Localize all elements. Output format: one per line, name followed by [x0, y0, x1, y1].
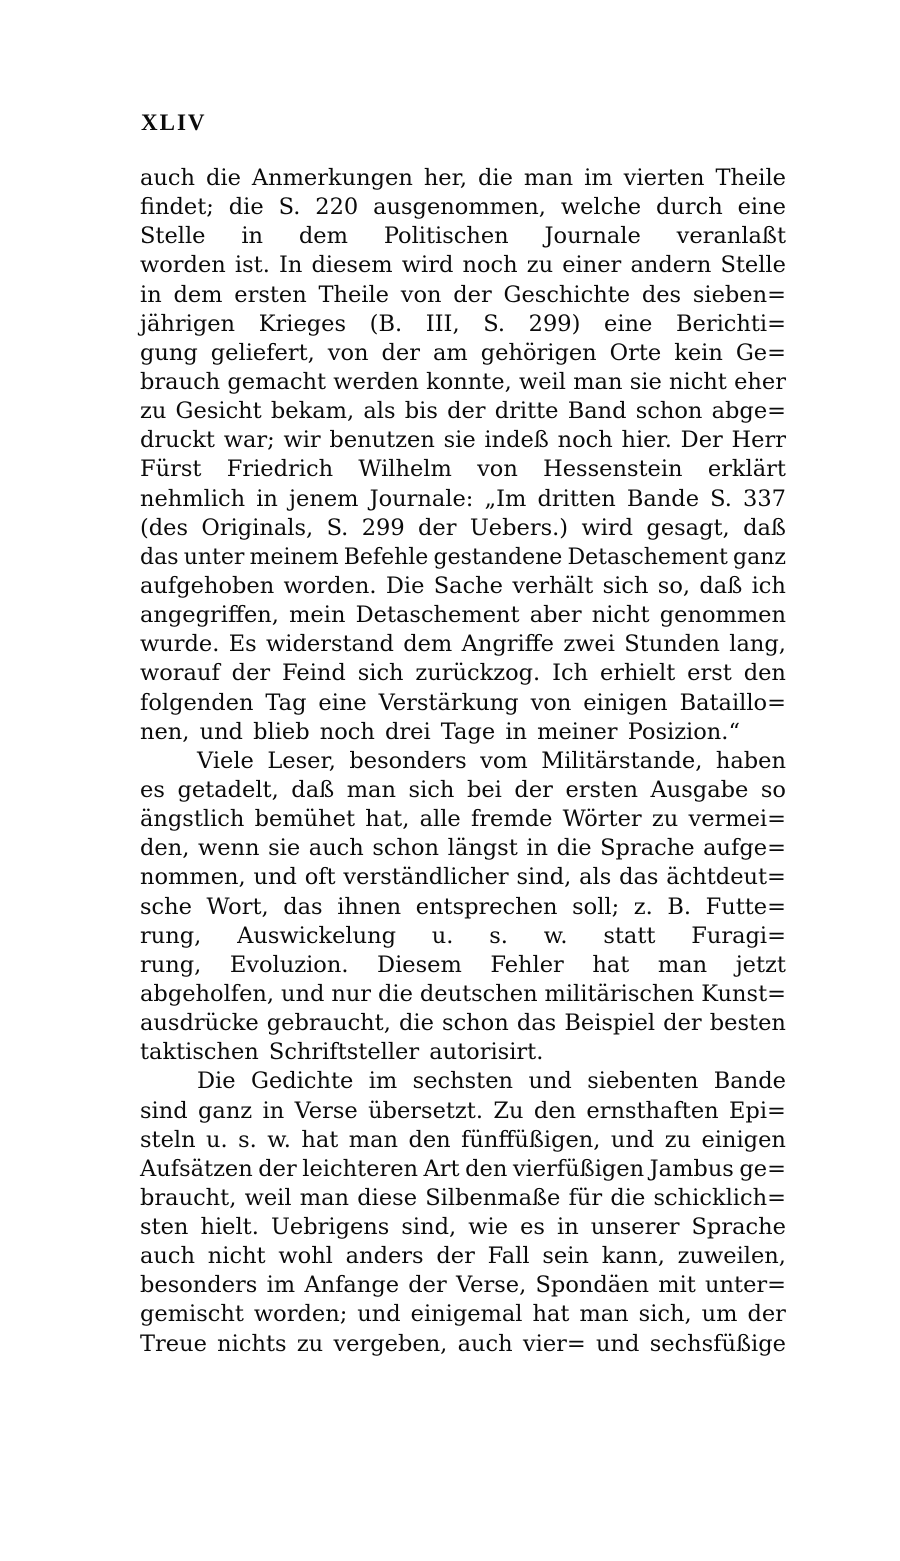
text-line: Fürst Friedrich Wilhelm von Hessenstein erklärt — [140, 456, 786, 483]
text-line: besonders im Anfange der Verse, Spondäen mit unter= — [140, 1272, 786, 1299]
text-line: sind ganz in Verse übersetzt. Zu den ernsthaften Epi= — [140, 1097, 786, 1124]
text-line: zu Gesicht bekam, als bis der dritte Band schon abge= — [140, 398, 786, 425]
text-line: sten hielt. Uebrigens sind, wie es in unserer Sprache — [140, 1214, 786, 1241]
text-line: ausdrücke gebraucht, die schon das Beispiel der besten — [140, 1010, 786, 1037]
text-line: gung geliefert, von der am gehörigen Orte kein Ge= — [140, 339, 786, 366]
text-line: taktischen Schriftsteller autorisirt. — [140, 1039, 544, 1066]
text-line: auch nicht wohl anders der Fall sein kann, zuweilen, — [140, 1243, 786, 1270]
text-line: jährigen Krieges (B. III, S. 299) eine Berichti= — [140, 310, 786, 337]
text-line: Stelle in dem Politischen Journale veranlaßt — [140, 223, 786, 250]
text-line: worden ist. In diesem wird noch zu einer andern Stelle — [140, 252, 786, 279]
text-line: aufgehoben worden. Die Sache verhält sich so, daß ich — [140, 572, 786, 599]
text-line: Treue nichts zu vergeben, auch vier= und sechsfüßige — [140, 1330, 786, 1357]
page-number: XLIV — [141, 110, 207, 135]
text-line: steln u. s. w. hat man den fünffüßigen, und zu einigen — [140, 1126, 786, 1153]
text-line: abgeholfen, und nur die deutschen militärischen Kunst= — [140, 980, 786, 1007]
text-line: angegriffen, mein Detaschement aber nicht genommen — [140, 602, 786, 629]
text-line: auch die Anmerkungen her, die man im vierten Theile — [140, 165, 786, 191]
text-line: wurde. Es widerstand dem Angriffe zwei Stunden lang, — [140, 631, 786, 658]
text-line: Viele Leser, besonders vom Militärstande, haben — [197, 747, 786, 774]
text-line: rung, Auswickelung u. s. w. statt Furagi= — [140, 922, 786, 949]
text-line: braucht, weil man diese Silbenmaße für die schicklich= — [140, 1184, 786, 1211]
text-line: es getadelt, daß man sich bei der ersten Ausgabe so — [140, 776, 786, 803]
text-line: nommen, und oft verständlicher sind, als das ächtdeut= — [140, 864, 786, 891]
text-line: (des Originals, S. 299 der Uebers.) wird gesagt, daß — [140, 514, 786, 541]
text-line: Die Gedichte im sechsten und siebenten Bande — [197, 1068, 786, 1095]
text-line: worauf der Feind sich zurückzog. Ich erhielt erst den — [140, 660, 786, 687]
text-line: gemischt worden; und einigemal hat man sich, um der — [140, 1301, 786, 1328]
text-line: rung, Evoluzion. Diesem Fehler hat man jetzt — [140, 951, 786, 978]
text-line: in dem ersten Theile von der Geschichte des sieben= — [140, 281, 786, 308]
text-line: den, wenn sie auch schon längst in die Sprache aufge= — [140, 835, 786, 862]
text-line: folgenden Tag eine Verstärkung von einigen Bataillo= — [140, 689, 786, 716]
text-line: druckt war; wir benutzen sie indeß noch hier. Der Herr — [140, 427, 786, 454]
body-text — [140, 164, 786, 1359]
text-line: das unter meinem Befehle gestandene Detaschement ganz — [140, 544, 786, 570]
text-line: ängstlich bemühet hat, alle fremde Wörter zu vermei= — [140, 806, 786, 833]
text-line: nehmlich in jenem Journale: „Im dritten Bande S. 337 — [140, 485, 786, 512]
text-line: nen, und blieb noch drei Tage in meiner Posizion.“ — [140, 718, 740, 745]
text-line: findet; die S. 220 ausgenommen, welche durch eine — [140, 194, 786, 221]
text-line: Aufsätzen der leichteren Art den vierfüßigen Jambus ge= — [140, 1155, 786, 1182]
text-line: brauch gemacht werden konnte, weil man sie nicht eher — [140, 368, 786, 395]
text-line: sche Wort, das ihnen entsprechen soll; z. B. Futte= — [140, 893, 786, 920]
